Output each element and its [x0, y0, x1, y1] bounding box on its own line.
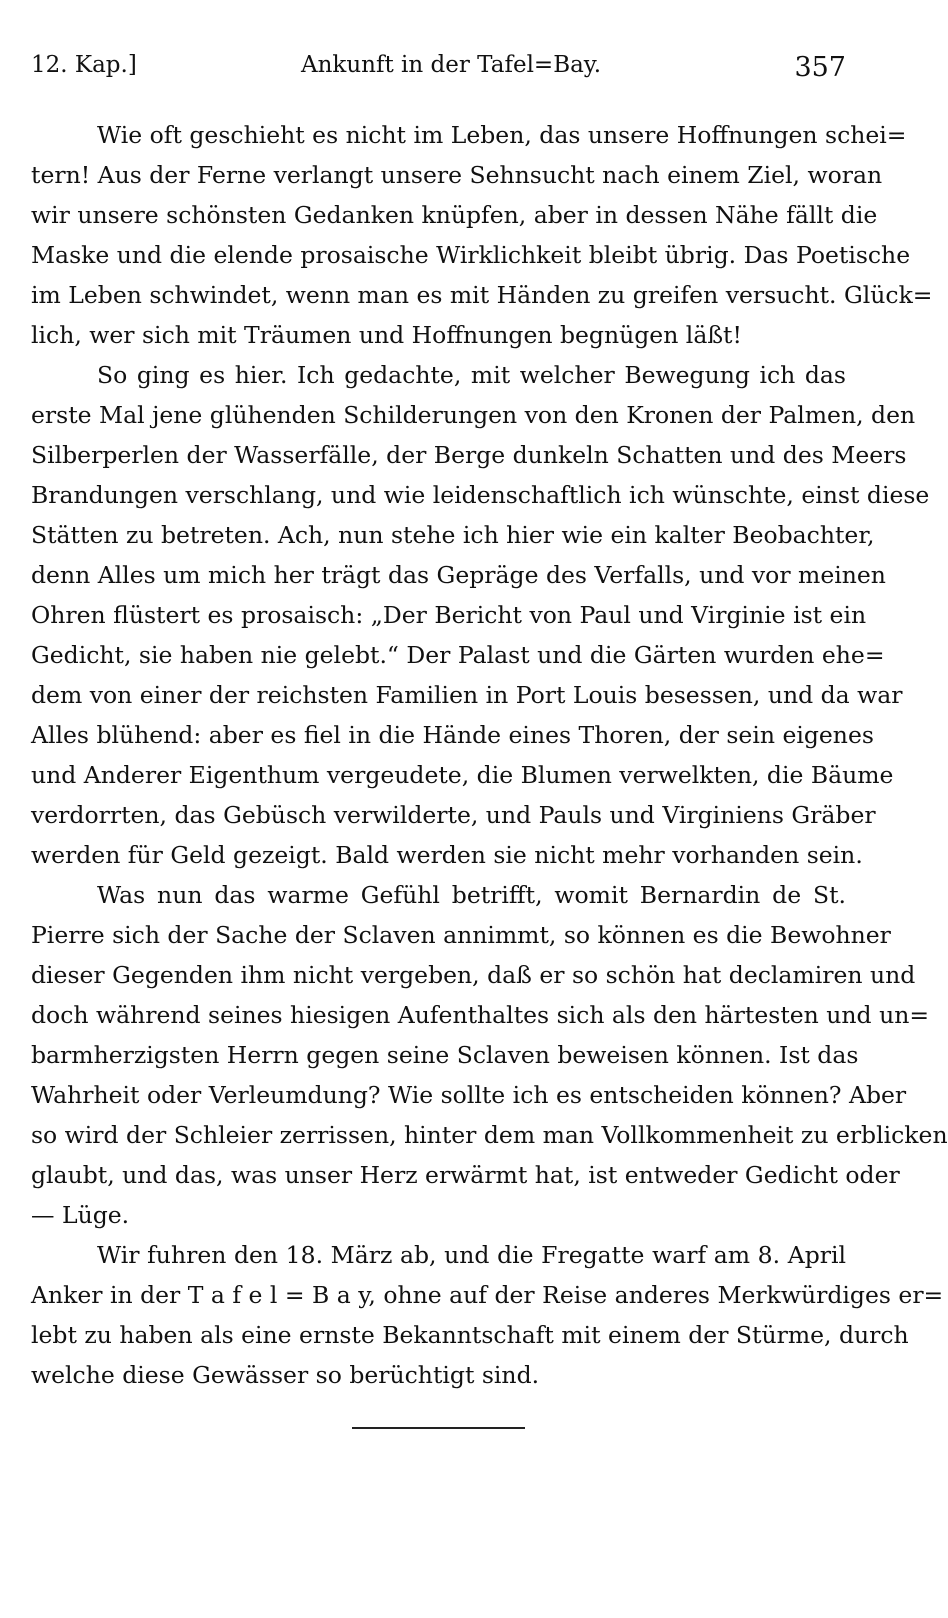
- text-line: denn Alles um mich her trägt das Gepräge des Verfalls, und vor meinen: [31, 561, 886, 589]
- text-line: Brandungen verschlang, und wie leidenschaftlich ich wünschte, einst diese: [31, 481, 930, 509]
- text-line: Alles blühend: aber es fiel in die Hände eines Thoren, der sein eigenes: [31, 721, 874, 749]
- text-line: verdorrten, das Gebüsch verwilderte, und Pauls und Virginiens Gräber: [31, 801, 876, 829]
- text-line: doch während seines hiesigen Aufenthaltes sich als den härtesten und un=: [31, 1001, 930, 1029]
- text-line: Pierre sich der Sache der Sclaven annimmt, so können es die Bewohner: [31, 921, 891, 949]
- page-number: 357: [794, 52, 846, 83]
- text-line: und Anderer Eigenthum vergeudete, die Blumen verwelkten, die Bäume: [31, 761, 894, 789]
- text-line: Wahrheit oder Verleumdung? Wie sollte ich es entscheiden können? Aber: [31, 1081, 907, 1109]
- text-line: Maske und die elende prosaische Wirklichkeit bleibt übrig. Das Poetische: [31, 241, 911, 269]
- text-line: glaubt, und das, was unser Herz erwärmt hat, ist entweder Gedicht oder: [31, 1161, 900, 1189]
- text-line: Silberperlen der Wasserfälle, der Berge dunkeln Schatten und des Meers: [31, 441, 907, 469]
- section-end-rule: [352, 1427, 525, 1429]
- text-line: — Lüge.: [31, 1201, 130, 1229]
- running-header: [31, 52, 846, 92]
- text-line: lebt zu haben als eine ernste Bekanntschaft mit einem der Stürme, durch: [31, 1321, 909, 1349]
- text-line: erste Mal jene glühenden Schilderungen von den Kronen der Palmen, den: [31, 401, 916, 429]
- text-line: Wir fuhren den 18. März ab, und die Fregatte warf am 8. April: [97, 1241, 846, 1269]
- text-line: tern! Aus der Ferne verlangt unsere Sehnsucht nach einem Ziel, woran: [31, 161, 883, 189]
- text-line: welche diese Gewässer so berüchtigt sind.: [31, 1361, 540, 1389]
- text-line: barmherzigsten Herrn gegen seine Sclaven beweisen können. Ist das: [31, 1041, 859, 1069]
- text-line: dieser Gegenden ihm nicht vergeben, daß er so schön hat declamiren und: [31, 961, 916, 989]
- chapter-label: 12. Kap.]: [31, 52, 137, 78]
- text-line: Gedicht, sie haben nie gelebt.“ Der Palast und die Gärten wurden ehe=: [31, 641, 885, 669]
- text-line: wir unsere schönsten Gedanken knüpfen, aber in dessen Nähe fällt die: [31, 201, 878, 229]
- text-line: im Leben schwindet, wenn man es mit Händen zu greifen versucht. Glück=: [31, 281, 933, 309]
- text-line: dem von einer der reichsten Familien in Port Louis besessen, und da war: [31, 681, 903, 709]
- text-line: Was nun das warme Gefühl betrifft, womit Bernardin de St.: [97, 881, 846, 909]
- text-line: lich, wer sich mit Träumen und Hoffnungen begnügen läßt!: [31, 321, 742, 349]
- text-line: so wird der Schleier zerrissen, hinter dem man Vollkommenheit zu erblicken: [31, 1121, 948, 1149]
- page-body: [31, 115, 948, 1395]
- text-line: Anker in der T a f e l = B a y, ohne auf der Reise anderes Merkwürdiges er=: [31, 1281, 944, 1309]
- text-line: werden für Geld gezeigt. Bald werden sie nicht mehr vorhanden sein.: [31, 841, 863, 869]
- text-line: Wie oft geschieht es nicht im Leben, das unsere Hoffnungen schei=: [97, 121, 907, 149]
- text-line: Ohren flüstert es prosaisch: „Der Bericht von Paul und Virginie ist ein: [31, 601, 867, 629]
- text-line: Stätten zu betreten. Ach, nun stehe ich hier wie ein kalter Beobachter,: [31, 521, 875, 549]
- running-title: Ankunft in der Tafel=Bay.: [301, 52, 602, 78]
- text-line: So ging es hier. Ich gedachte, mit welcher Bewegung ich das: [97, 361, 846, 389]
